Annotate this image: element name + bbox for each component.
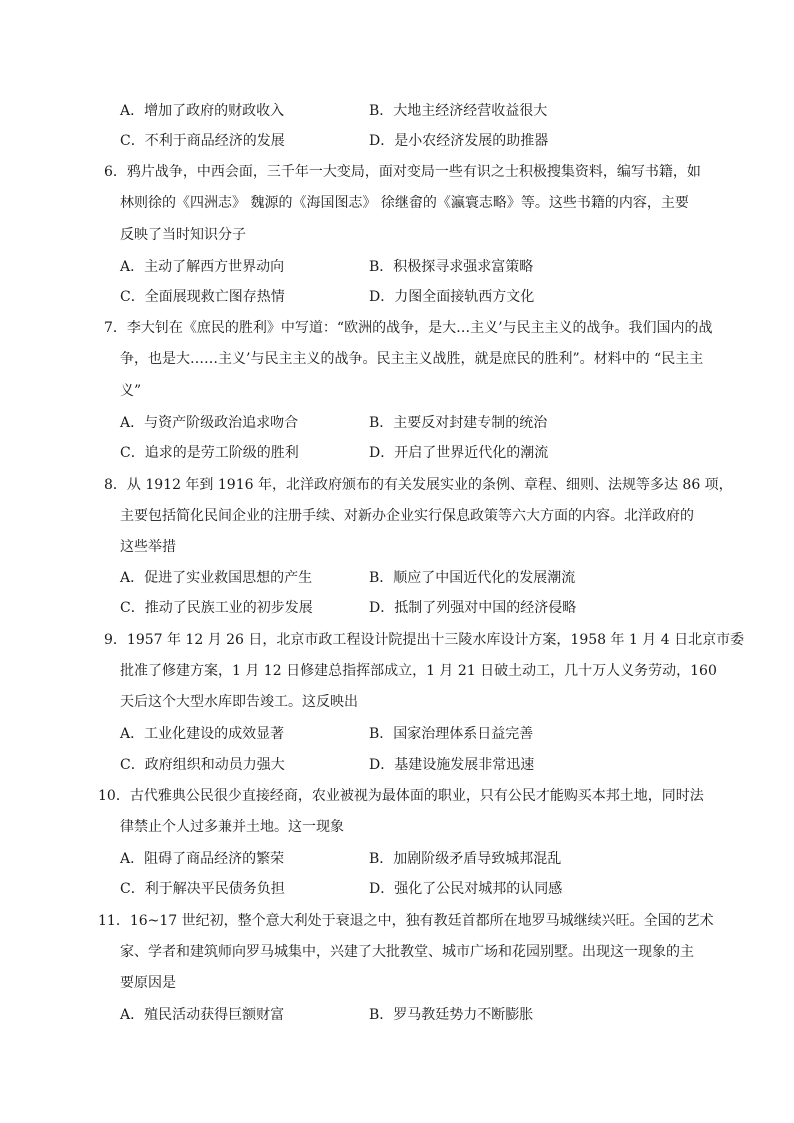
q7-stem-line-2: 争，也是大……主义’与民主主义的战争。民主主义战胜，就是庶民的胜利”。材料中的 “民主主 [120, 351, 704, 367]
q11-option-b: B．罗马教廷势力不断膨胀 [369, 1007, 534, 1023]
q6-option-b: B．积极探寻求强求富策略 [369, 259, 534, 275]
q7-option-d: D．开启了世界近代化的潮流 [369, 445, 549, 461]
q9-option-c: C．政府组织和动员力强大 [120, 757, 285, 773]
q9-stem-line-3: 天后这个大型水库即告竣工。这反映出 [120, 694, 358, 710]
q9-stem-line-1: 9．1957 年 12 月 26 日，北京市政工程设计院提出十三陵水库设计方案，1958 年 1 月 4 日北京市委 [104, 632, 745, 648]
q6-option-a: A．主动了解西方世界动向 [120, 259, 285, 275]
q6-stem-line-1: 6．鸦片战争，中西会面，三千年一大变局，面对变局一些有识之士积极搜集资料，编写书籍，如 [104, 164, 701, 180]
q8-option-c: C．推动了民族工业的初步发展 [120, 600, 313, 616]
q11-option-a: A．殖民活动获得巨额财富 [120, 1007, 285, 1023]
q9-option-d: D．基建设施发展非常迅速 [369, 757, 535, 773]
q10-stem-line-1: 10．古代雅典公民很少直接经商，农业被视为最体面的职业，只有公民才能购买本邦土地，同时法 [98, 788, 704, 804]
q6-stem-line-3: 反映了当时知识分子 [120, 227, 246, 243]
q9-option-a: A．工业化建设的成效显著 [120, 726, 285, 742]
q8-stem-line-3: 这些举措 [120, 539, 176, 555]
q10-option-a: A．阻碍了商品经济的繁荣 [120, 851, 285, 867]
q9-stem-line-2: 批准了修建方案，1 月 12 日修建总指挥部成立，1 月 21 日破土动工，几十万人义务劳动，160 [120, 663, 717, 679]
q7-option-a: A．与资产阶级政治追求吻合 [120, 415, 299, 431]
q5-option-a: A．增加了政府的财政收入 [120, 103, 285, 119]
q6-option-d: D．力图全面接轨西方文化 [369, 289, 535, 305]
q11-stem-line-1: 11．16~17 世纪初，整个意大利处于衰退之中，独有教廷首都所在地罗马城继续兴旺。全国的艺术 [98, 913, 714, 929]
q10-stem-line-2: 律禁止个人过多兼并土地。这一现象 [120, 819, 344, 835]
q8-stem-line-1: 8．从 1912 年到 1916 年，北洋政府颁布的有关发展实业的条例、章程、细则、法规等多达 86 项， [104, 477, 733, 493]
q11-stem-line-2: 家、学者和建筑师向罗马城集中，兴建了大批教堂、城市广场和花园别墅。出现这一现象的主 [120, 944, 694, 960]
q7-stem-line-3: 义” [120, 383, 142, 399]
q7-stem-line-1: 7．李大钊在《庶民的胜利》中写道：“欧洲的战争，是大…主义’与民主主义的战争。我们国内的战 [104, 320, 713, 336]
q5-option-d: D．是小农经济发展的助推器 [369, 133, 549, 149]
q8-option-d: D．抵制了列强对中国的经济侵略 [369, 600, 577, 616]
q8-option-b: B．顺应了中国近代化的发展潮流 [369, 570, 576, 586]
q9-option-b: B．国家治理体系日益完善 [369, 726, 534, 742]
q7-option-c: C．追求的是劳工阶级的胜利 [120, 445, 299, 461]
q10-option-b: B．加剧阶级矛盾导致城邦混乱 [369, 851, 562, 867]
q10-option-d: D．强化了公民对城邦的认同感 [369, 881, 563, 897]
q5-option-b: B．大地主经济经营收益很大 [369, 103, 548, 119]
q6-option-c: C．全面展现救亡图存热情 [120, 289, 285, 305]
q10-option-c: C．利于解决平民债务负担 [120, 881, 285, 897]
q11-stem-line-3: 要原因是 [120, 975, 176, 991]
q7-option-b: B．主要反对封建专制的统治 [369, 415, 548, 431]
q8-stem-line-2: 主要包括简化民间企业的注册手续、对新办企业实行保息政策等六大方面的内容。北洋政府的 [120, 508, 694, 524]
q6-stem-line-2: 林则徐的《四洲志》 魏源的《海国图志》 徐继畲的《瀛寰志略》等。这些书籍的内容，主要 [120, 195, 689, 211]
q5-option-c: C．不利于商品经济的发展 [120, 133, 285, 149]
q8-option-a: A．促进了实业救国思想的产生 [120, 570, 313, 586]
